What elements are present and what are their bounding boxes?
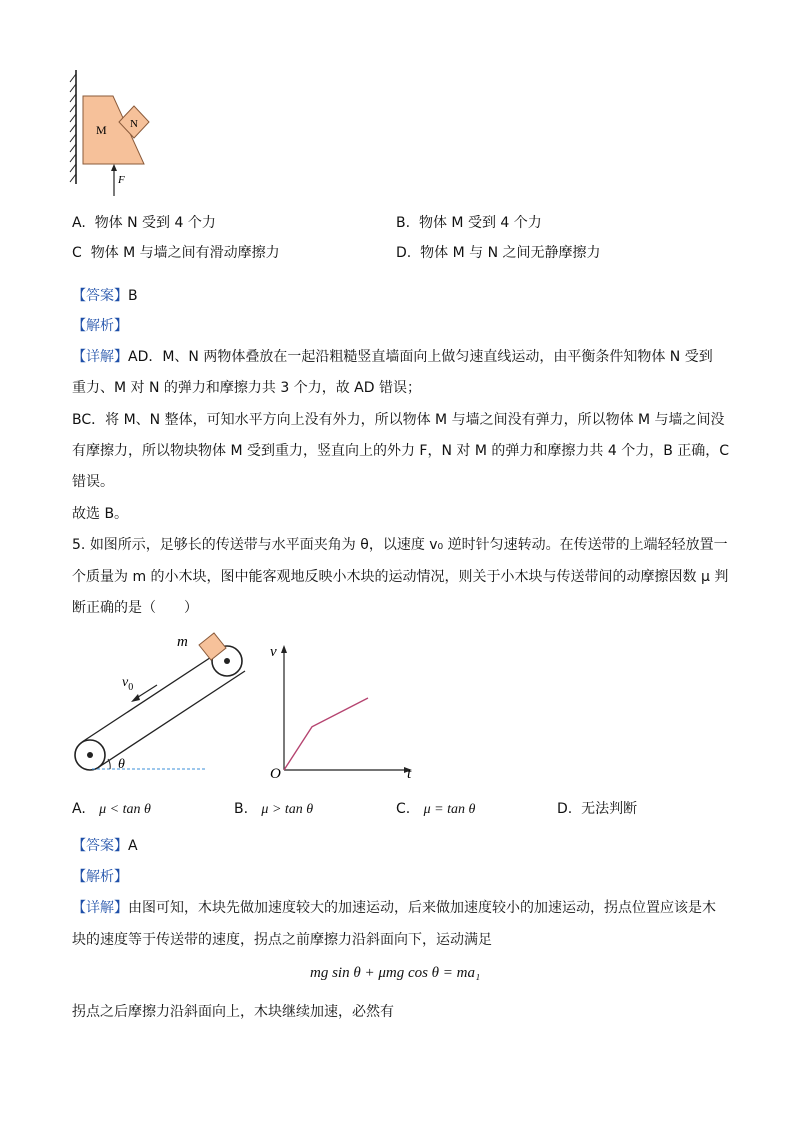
q5-detail-line-3: 拐点之后摩擦力沿斜面向上，木块继续加速，必然有 [72,1004,394,1020]
q5-option-A: A. μ < tan θ [72,801,151,817]
vt-series-line [284,698,368,770]
q5-answer: 【答案】A [72,838,138,854]
graph-label-v: v [270,644,277,660]
q4-detail-line-6: 故选 B。 [72,506,129,522]
q5-stem-line-1: 5. 如图所示，足够长的传送带与水平面夹角为 θ，以速度 v₀ 逆时针匀速转动。在传送带的上端轻轻放置一 [72,537,728,553]
option-A: A. 物体 N 受到 4 个力 [72,215,216,231]
q5-analysis-heading: 【解析】 [72,869,128,885]
option-D: D. 物体 M 与 N 之间无静摩擦力 [396,245,601,261]
graph-label-O: O [270,766,281,782]
q5-equation: mg sin θ + μmg cos θ = ma₁ [310,965,481,981]
q4-analysis-heading: 【解析】 [72,318,128,334]
q5-detail-line-2: 块的速度等于传送带的速度，拐点之前摩擦力沿斜面向下，运动满足 [72,932,492,948]
label-N: N [130,118,138,130]
label-v0: $v_0$ [122,675,134,693]
label-theta: θ [118,757,125,772]
q5-option-D: D. 无法判断 [557,801,638,817]
wall-block-figure [68,66,168,201]
conveyor-figure [66,628,256,778]
q4-detail-line-2: 重力、M 对 N 的弹力和摩擦力共 3 个力，故 AD 错误； [72,380,421,396]
vt-graph [266,640,426,782]
q4-detail-line-4: 有摩擦力，所以物块物体 M 受到重力，竖直向上的外力 F，N 对 M 的弹力和摩擦力共 4 个力，B 正确，C [72,443,730,459]
q5-option-C: C. μ = tan θ [396,801,476,817]
q5-option-B: B. μ > tan θ [234,801,314,817]
graph-label-t: t [407,766,412,782]
q4-answer: 【答案】B [72,288,138,304]
option-C: C 物体 M 与墙之间有滑动摩擦力 [72,245,280,261]
label-F: F [118,174,125,186]
q4-detail-line-5: 错误。 [72,474,114,490]
label-m: m [177,634,188,650]
q5-detail-line-1: 【详解】由图可知，木块先做加速度较大的加速运动，后来做加速度较小的加速运动，拐点位置应该是木 [72,900,716,916]
option-B: B. 物体 M 受到 4 个力 [396,215,542,231]
q5-stem-line-2: 个质量为 m 的小木块，图中能客观地反映小木块的运动情况，则关于小木块与传送带间的动摩擦因数 μ 判 [72,569,729,585]
q4-detail-line-3: BC．将 M、N 整体，可知水平方向上没有外力，所以物体 M 与墙之间没有弹力，所以物体 M 与墙之间没 [72,412,725,428]
q4-detail-line-1: 【详解】AD．M、N 两物体叠放在一起沿粗糙竖直墙面向上做匀速直线运动，由平衡条件知物体 N 受到 [72,349,713,365]
q5-stem-line-3: 断正确的是（ ） [72,600,198,616]
label-M: M [96,123,107,137]
